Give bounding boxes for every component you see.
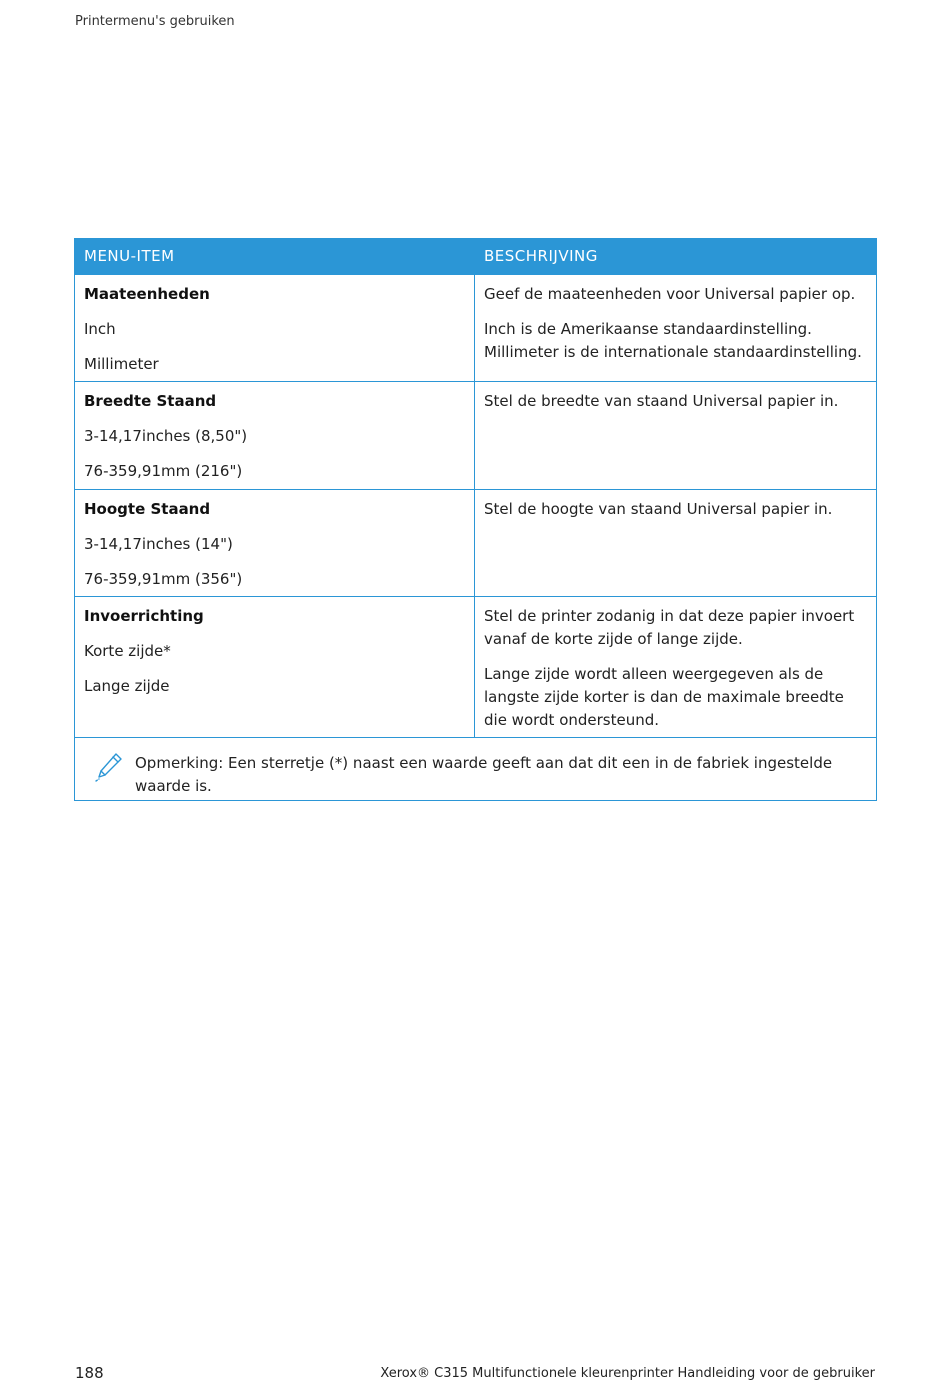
note-row — [75, 738, 877, 801]
menu-item-option: 76-359,91mm (356") — [84, 570, 243, 588]
menu-item-option: Millimeter — [84, 355, 159, 373]
table-header-row — [75, 239, 877, 275]
description-cell — [475, 382, 877, 490]
column-header-description: BESCHRIJVING — [475, 239, 877, 275]
running-header: Printermenu's gebruiken — [75, 14, 235, 29]
menu-item-option: Inch — [84, 320, 116, 338]
menu-item-cell — [75, 597, 475, 738]
description-text: Inch is de Amerikaanse standaardinstelling. Millimeter is de internationale standaardinstelling. — [484, 320, 862, 361]
table-row — [75, 382, 877, 490]
table-row — [75, 597, 877, 738]
note-cell — [75, 738, 877, 801]
page-number: 188 — [75, 1364, 104, 1382]
menu-item-title: Invoerrichting — [84, 607, 204, 625]
description-cell — [475, 490, 877, 597]
description-cell — [475, 597, 877, 738]
menu-item-option: 3-14,17inches (8,50") — [84, 427, 248, 445]
description-text: Geef de maateenheden voor Universal papier op. — [484, 285, 856, 303]
menu-item-cell — [75, 490, 475, 597]
description-cell — [475, 275, 877, 382]
description-text: Stel de breedte van staand Universal papier in. — [484, 392, 839, 410]
menu-item-title: Maateenheden — [84, 285, 210, 303]
note-text: Opmerking: Een sterretje (*) naast een waarde geeft aan dat dit een in de fabriek ingestelde waarde is. — [135, 754, 833, 795]
menu-item-cell — [75, 382, 475, 490]
column-header-menu-item: MENU-ITEM — [75, 239, 475, 275]
description-text: Stel de printer zodanig in dat deze papier invoert vanaf de korte zijde of lange zijde. — [484, 607, 855, 648]
description-text: Lange zijde wordt alleen weergegeven als de langste zijde korter is dan de maximale breedte die wordt ondersteund. — [484, 665, 844, 729]
menu-item-option: Lange zijde — [84, 677, 170, 695]
description-text: Stel de hoogte van staand Universal papier in. — [484, 500, 833, 518]
note — [95, 752, 867, 798]
pencil-icon — [95, 752, 135, 789]
menu-item-title: Breedte Staand — [84, 392, 217, 410]
table-row — [75, 490, 877, 597]
table-row — [75, 275, 877, 382]
menu-item-option: Korte zijde* — [84, 642, 171, 660]
menu-item-cell — [75, 275, 475, 382]
menu-item-option: 76-359,91mm (216") — [84, 462, 243, 480]
menu-table — [74, 238, 877, 801]
menu-item-option: 3-14,17inches (14") — [84, 535, 233, 553]
menu-item-title: Hoogte Staand — [84, 500, 211, 518]
footer-document-title: Xerox® C315 Multifunctionele kleurenprinter Handleiding voor de gebruiker — [380, 1366, 875, 1381]
